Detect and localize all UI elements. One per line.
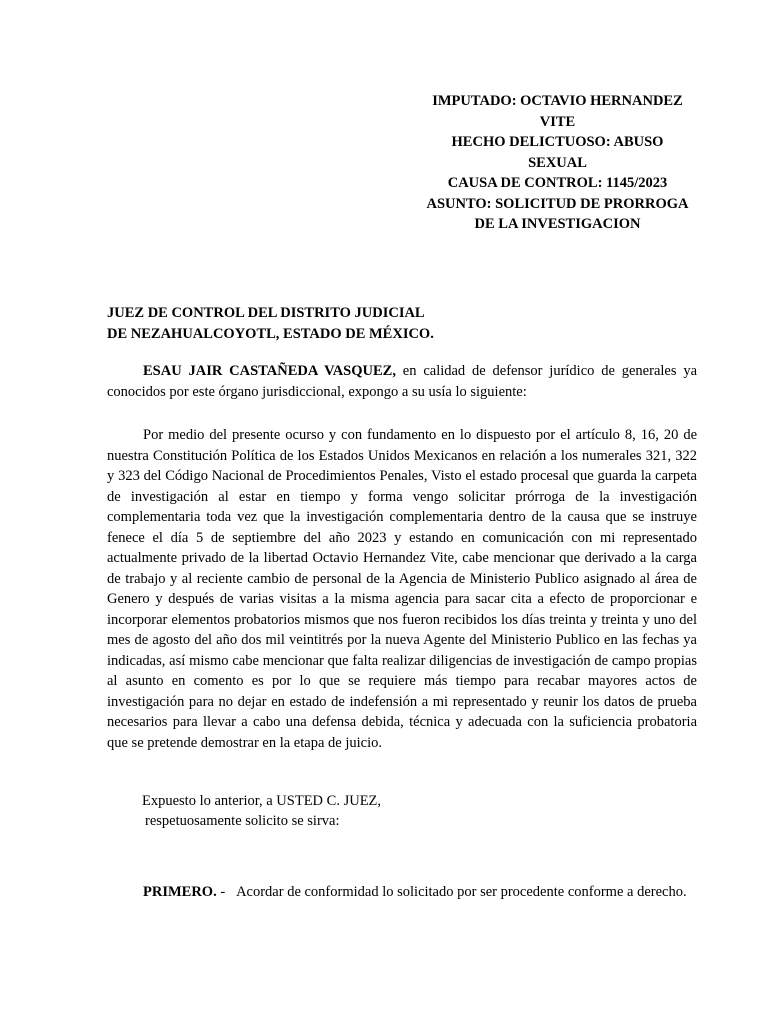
header-line-causa: CAUSA DE CONTROL: 1145/2023: [447, 175, 668, 191]
header-line-hecho: HECHO DELICTUOSO: ABUSO: [451, 134, 664, 150]
body-text: Por medio del presente ocurso y con fundamento en lo dispuesto por el artículo 8, 16, 20 de nuestra Constitución Política de los Estados Unidos Mexicanos en relación a los numerales 321, 322 y 323 del Código Nacional de Procedimientos Penales, Visto el estado procesal que guarda la carpeta de investigación al estar en tiempo y forma vengo solicitar prórroga de la investigación complementaria toda vez que la investigación complementaria dentro de la causa que se instruye fenece el día 5 de septiembre del año 2023 y estando en comunicación con mi representado actualmente privado de la libertad Octavio Hernandez Vite, cabe mencionar que derivado a la carga de trabajo y al reciente cambio de personal de la Agencia de Ministerio Publico asignado al área de Genero y después de varias visitas a la misma agencia para sacar cita a efecto de proporcionar e incorporar elementos probatorios mismos que nos fueron recibidos los días treinta y treinta y uno del mes de agosto del año dos mil veintitrés por la nueva Agente del Ministerio Publico en las fechas ya indicadas, así mismo cabe mencionar que falta realizar diligencias de investigación de campo propias al asunto en comento es por lo que se requiere más tiempo para recabar mayores actos de investigación para no dejar en estado de indefensión a mi representado y reunir los datos de prueba necesarios para llevar a cabo una defensa debida, técnica y adecuada con la suficiencia probatoria que se pretende demostrar en la etapa de juicio.: [107, 427, 697, 751]
intro-text: en calidad de defensor jurídico de generales ya conocidos por este órgano jurisdiccional, expongo a su usía lo siguiente:: [107, 363, 698, 400]
primero-dash: -: [216, 884, 226, 900]
case-header: [410, 91, 705, 235]
addressee: [107, 303, 434, 345]
body-paragraph: [107, 425, 697, 753]
header-line-asunto: ASUNTO: SOLICITUD DE PRORROGA: [426, 195, 689, 212]
header-line-hecho-cont: SEXUAL: [528, 154, 587, 171]
addressee-line-1: JUEZ DE CONTROL DEL DISTRITO JUDICIAL: [107, 305, 425, 321]
header-line-imputado-cont: VITE: [539, 113, 576, 130]
intro-paragraph: [107, 361, 697, 402]
primero-paragraph: [107, 878, 697, 907]
closing-line-1: Expuesto lo anterior, a USTED C. JUEZ,: [142, 793, 382, 809]
header-line-asunto-cont: DE LA INVESTIGACION: [474, 216, 641, 232]
primero-label: PRIMERO.: [143, 884, 217, 900]
header-line-imputado: IMPUTADO: OCTAVIO HERNANDEZ: [432, 93, 683, 109]
addressee-line-2: DE NEZAHUALCOYOTL, ESTADO DE MÉXICO.: [107, 326, 434, 342]
closing-request: [142, 791, 381, 831]
defender-name: ESAU JAIR CASTAÑEDA VASQUEZ,: [143, 363, 396, 379]
primero-text: Acordar de conformidad lo solicitado por ser procedente conforme a derecho.: [236, 884, 687, 900]
closing-line-2: respetuosamente solicito se sirva:: [145, 813, 340, 829]
